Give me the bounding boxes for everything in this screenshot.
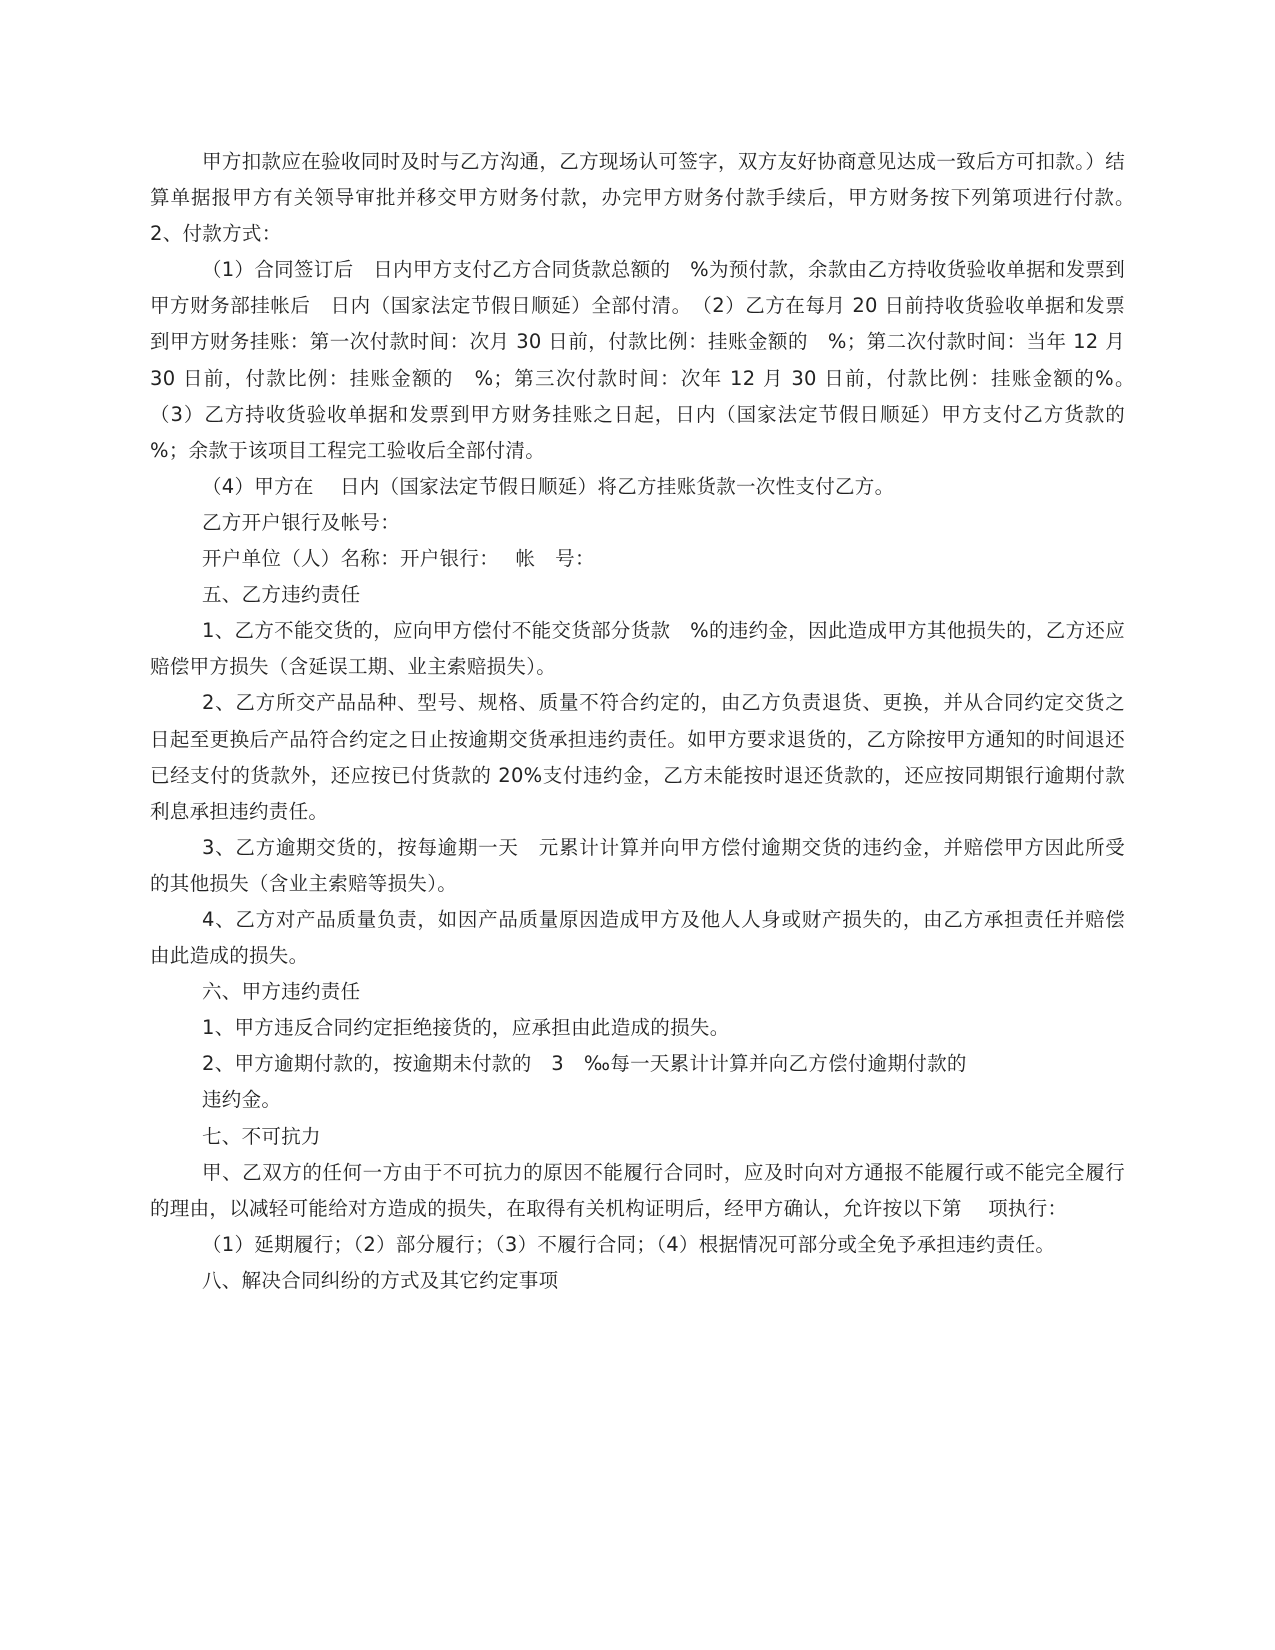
section-heading-dispute-resolution: 八、解决合同纠纷的方式及其它约定事项: [202, 1268, 559, 1292]
paragraph-force-majeure-options: （1）延期履行；（2）部分履行；（3）不履行合同；（4）根据情况可部分或全免予承担违约责任。: [202, 1232, 1056, 1256]
paragraph-payment-terms: （1）合同签订后 日内甲方支付乙方合同货款总额的 %为预付款，余款由乙方持收货验收单据和发票到甲方财务部挂帐后 日内（国家法定节假日顺延）全部付清。 （2）乙方在每月 20 日前持收货验收单据和发票到甲方财务挂账：第一次付款时间：次月 30 日前，付款比例：挂账金额的 %；第二次付款时间：当年 12 月 30 日前，付款比例：挂账金额的 %；第三次付款时间：次年 12 月 30 日前，付款比例：挂账金额的%。 （3）乙方持收货验收单据和发票到甲方财务挂账之日起，日内（国家法定节假日顺延）甲方支付乙方货款的 %；余款于该项目工程完工验收后全部付清。: [150, 258, 1145, 462]
paragraph-party-b-clause-1: 1、乙方不能交货的，应向甲方偿付不能交货部分货款 %的违约金，因此造成甲方其他损失的，乙方还应赔偿甲方损失（含延误工期、业主索赔损失）。: [150, 619, 1125, 679]
paragraph-bank-account-label: 乙方开户银行及帐号：: [202, 510, 401, 534]
paragraph-party-b-clause-3: 3、乙方逾期交货的，按每逾期一天 元累计计算并向甲方偿付逾期交货的违约金，并赔偿甲方因此所受的其他损失（含业主索赔等损失）。: [150, 835, 1125, 895]
paragraph-party-a-clause-1: 1、甲方违反合同约定拒绝接货的，应承担由此造成的损失。: [202, 1016, 730, 1040]
paragraph-party-a-clause-2: 2、甲方逾期付款的，按逾期未付款的 3 ‰每一天累计计算并向乙方偿付逾期付款的: [202, 1052, 967, 1076]
section-heading-force-majeure: 七、不可抗力: [202, 1124, 321, 1148]
paragraph-party-b-clause-4: 4、乙方对产品质量负责，如因产品质量原因造成甲方及他人人身或财产损失的，由乙方承担责任并赔偿由此造成的损失。: [150, 907, 1125, 968]
paragraph-force-majeure-body: 甲、乙双方的任何一方由于不可抗力的原因不能履行合同时，应及时向对方通报不能履行或不能完全履行的理由，以减轻可能给对方造成的损失，在取得有关机构证明后，经甲方确认，允许按以下第 项执行：: [150, 1160, 1125, 1220]
paragraph-account-holder-fields: 开户单位（人）名称：开户银行： 帐 号：: [202, 547, 595, 571]
paragraph-party-a-clause-2-continued: 违约金。: [202, 1088, 282, 1112]
section-heading-party-b-liability: 五、乙方违约责任: [202, 583, 361, 607]
paragraph-deduction-and-payment-method: 甲方扣款应在验收同时及时与乙方沟通，乙方现场认可签字，双方友好协商意见达成一致后方可扣款。）结算单据报甲方有关领导审批并移交甲方财务付款，办完甲方财务付款手续后，甲方财务按下列第项进行付款。 2、付款方式：: [150, 150, 1145, 246]
document-page: [150, 144, 1145, 1299]
paragraph-payment-option-4: （4）甲方在 日内（国家法定节假日顺延）将乙方挂账货款一次性支付乙方。: [202, 474, 895, 498]
paragraph-party-b-clause-2: 2、乙方所交产品品种、型号、规格、质量不符合约定的，由乙方负责退货、更换，并从合同约定交货之日起至更换后产品符合约定之日止按逾期交货承担违约责任。如甲方要求退货的，乙方除按甲方通知的时间退还已经支付的货款外，还应按已付货款的 20%支付违约金，乙方未能按时退还货款的，还应按同期银行逾期付款利息承担违约责任。: [150, 691, 1125, 823]
section-heading-party-a-liability: 六、甲方违约责任: [202, 980, 361, 1004]
